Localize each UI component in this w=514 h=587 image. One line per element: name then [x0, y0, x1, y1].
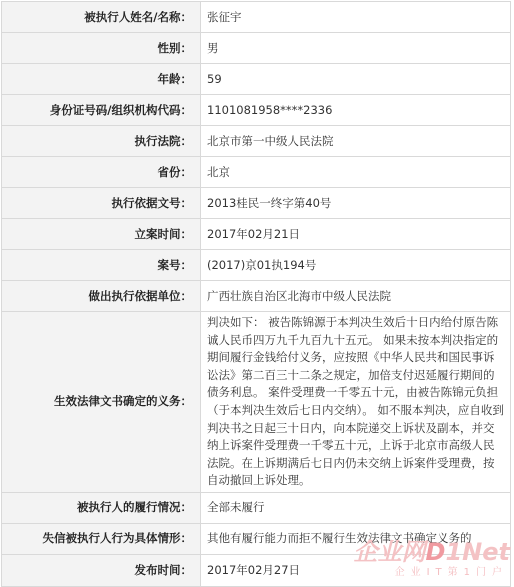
row-province — [2, 157, 511, 188]
row-executing-court — [2, 126, 511, 157]
case-number-label: 案号： — [2, 250, 201, 281]
filing-date-value: 2017年02月21日 — [201, 219, 511, 250]
watermark-brand-d: 1Net — [445, 538, 510, 566]
performance-status-label: 被执行人的履行情况： — [2, 492, 201, 523]
executing-court-label: 执行法院： — [2, 126, 201, 157]
id-number-label: 身份证号码/组织机构代码： — [2, 95, 201, 126]
row-basis-document-number — [2, 188, 511, 219]
province-value: 北京 — [201, 157, 511, 188]
row-age — [2, 64, 511, 95]
performance-status-value: 全部未履行 — [201, 492, 511, 523]
row-performance-status — [2, 492, 511, 523]
age-label: 年龄： — [2, 64, 201, 95]
gender-label: 性别： — [2, 33, 201, 64]
name-value: 张征宇 — [201, 2, 511, 33]
age-value: 59 — [201, 64, 511, 95]
publish-date-value: 2017年02月27日 — [201, 554, 511, 586]
issuing-unit-value: 广西壮族自治区北海市中级人民法院 — [201, 281, 511, 312]
name-label: 被执行人姓名/名称： — [2, 2, 201, 33]
row-name — [2, 2, 511, 33]
row-obligations — [2, 312, 511, 493]
dishonest-behavior-value: 其他有履行能力而拒不履行生效法律文书确定义务的 — [201, 523, 511, 554]
watermark-brand-b: 网 — [401, 538, 426, 566]
obligations-value: 判决如下： 被告陈锦源于本判决生效后十日内给付原告陈诚人民币四万九千九百九十五元。 如果未按本判决指定的期间履行金钱给付义务，应按照《中华人民共和国民事诉讼法》第二百三十二条之规定，加倍支付迟延履行期间的债务利息。 案件受理费一千零五十元，由被告陈锦元负担（于本判决生效后七日内交纳）。 如不服本判决，应自收到判决书之日起三十日内，向本院递交上诉状及副本，并交纳上诉案件受理费一千零五十元，上诉于北京市高级人民法院。在上诉期满后七日内仍未交纳上诉案件受理费，按自动撤回上诉处理。 — [201, 312, 511, 493]
id-number-value: 1101081958****2336 — [201, 95, 511, 126]
province-label: 省份： — [2, 157, 201, 188]
row-gender — [2, 33, 511, 64]
site-watermark-logo — [350, 538, 510, 582]
row-id-number — [2, 95, 511, 126]
basis-document-number-label: 执行依据文号： — [2, 188, 201, 219]
dishonest-behavior-label: 失信被执行人行为具体情形： — [2, 523, 201, 554]
issuing-unit-label: 做出执行依据单位： — [2, 281, 201, 312]
executing-court-value: 北京市第一中级人民法院 — [201, 126, 511, 157]
row-case-number — [2, 250, 511, 281]
row-filing-date — [2, 219, 511, 250]
filing-date-label: 立案时间： — [2, 219, 201, 250]
case-number-value: (2017)京01执194号 — [201, 250, 511, 281]
row-issuing-unit — [2, 281, 511, 312]
gender-value: 男 — [201, 33, 511, 64]
publish-date-label: 发布时间： — [2, 554, 201, 586]
watermark-brand-c: D — [425, 538, 446, 566]
watermark-slogan: 企业IT第1门户 — [394, 567, 508, 578]
basis-document-number-value: 2013桂民一终字第40号 — [201, 188, 511, 219]
watermark-brand-a: 企业 — [353, 538, 402, 566]
obligations-label: 生效法律文书确定的义务： — [2, 312, 201, 493]
judgment-debtor-record-table — [1, 1, 511, 587]
watermark-brand — [354, 538, 510, 566]
